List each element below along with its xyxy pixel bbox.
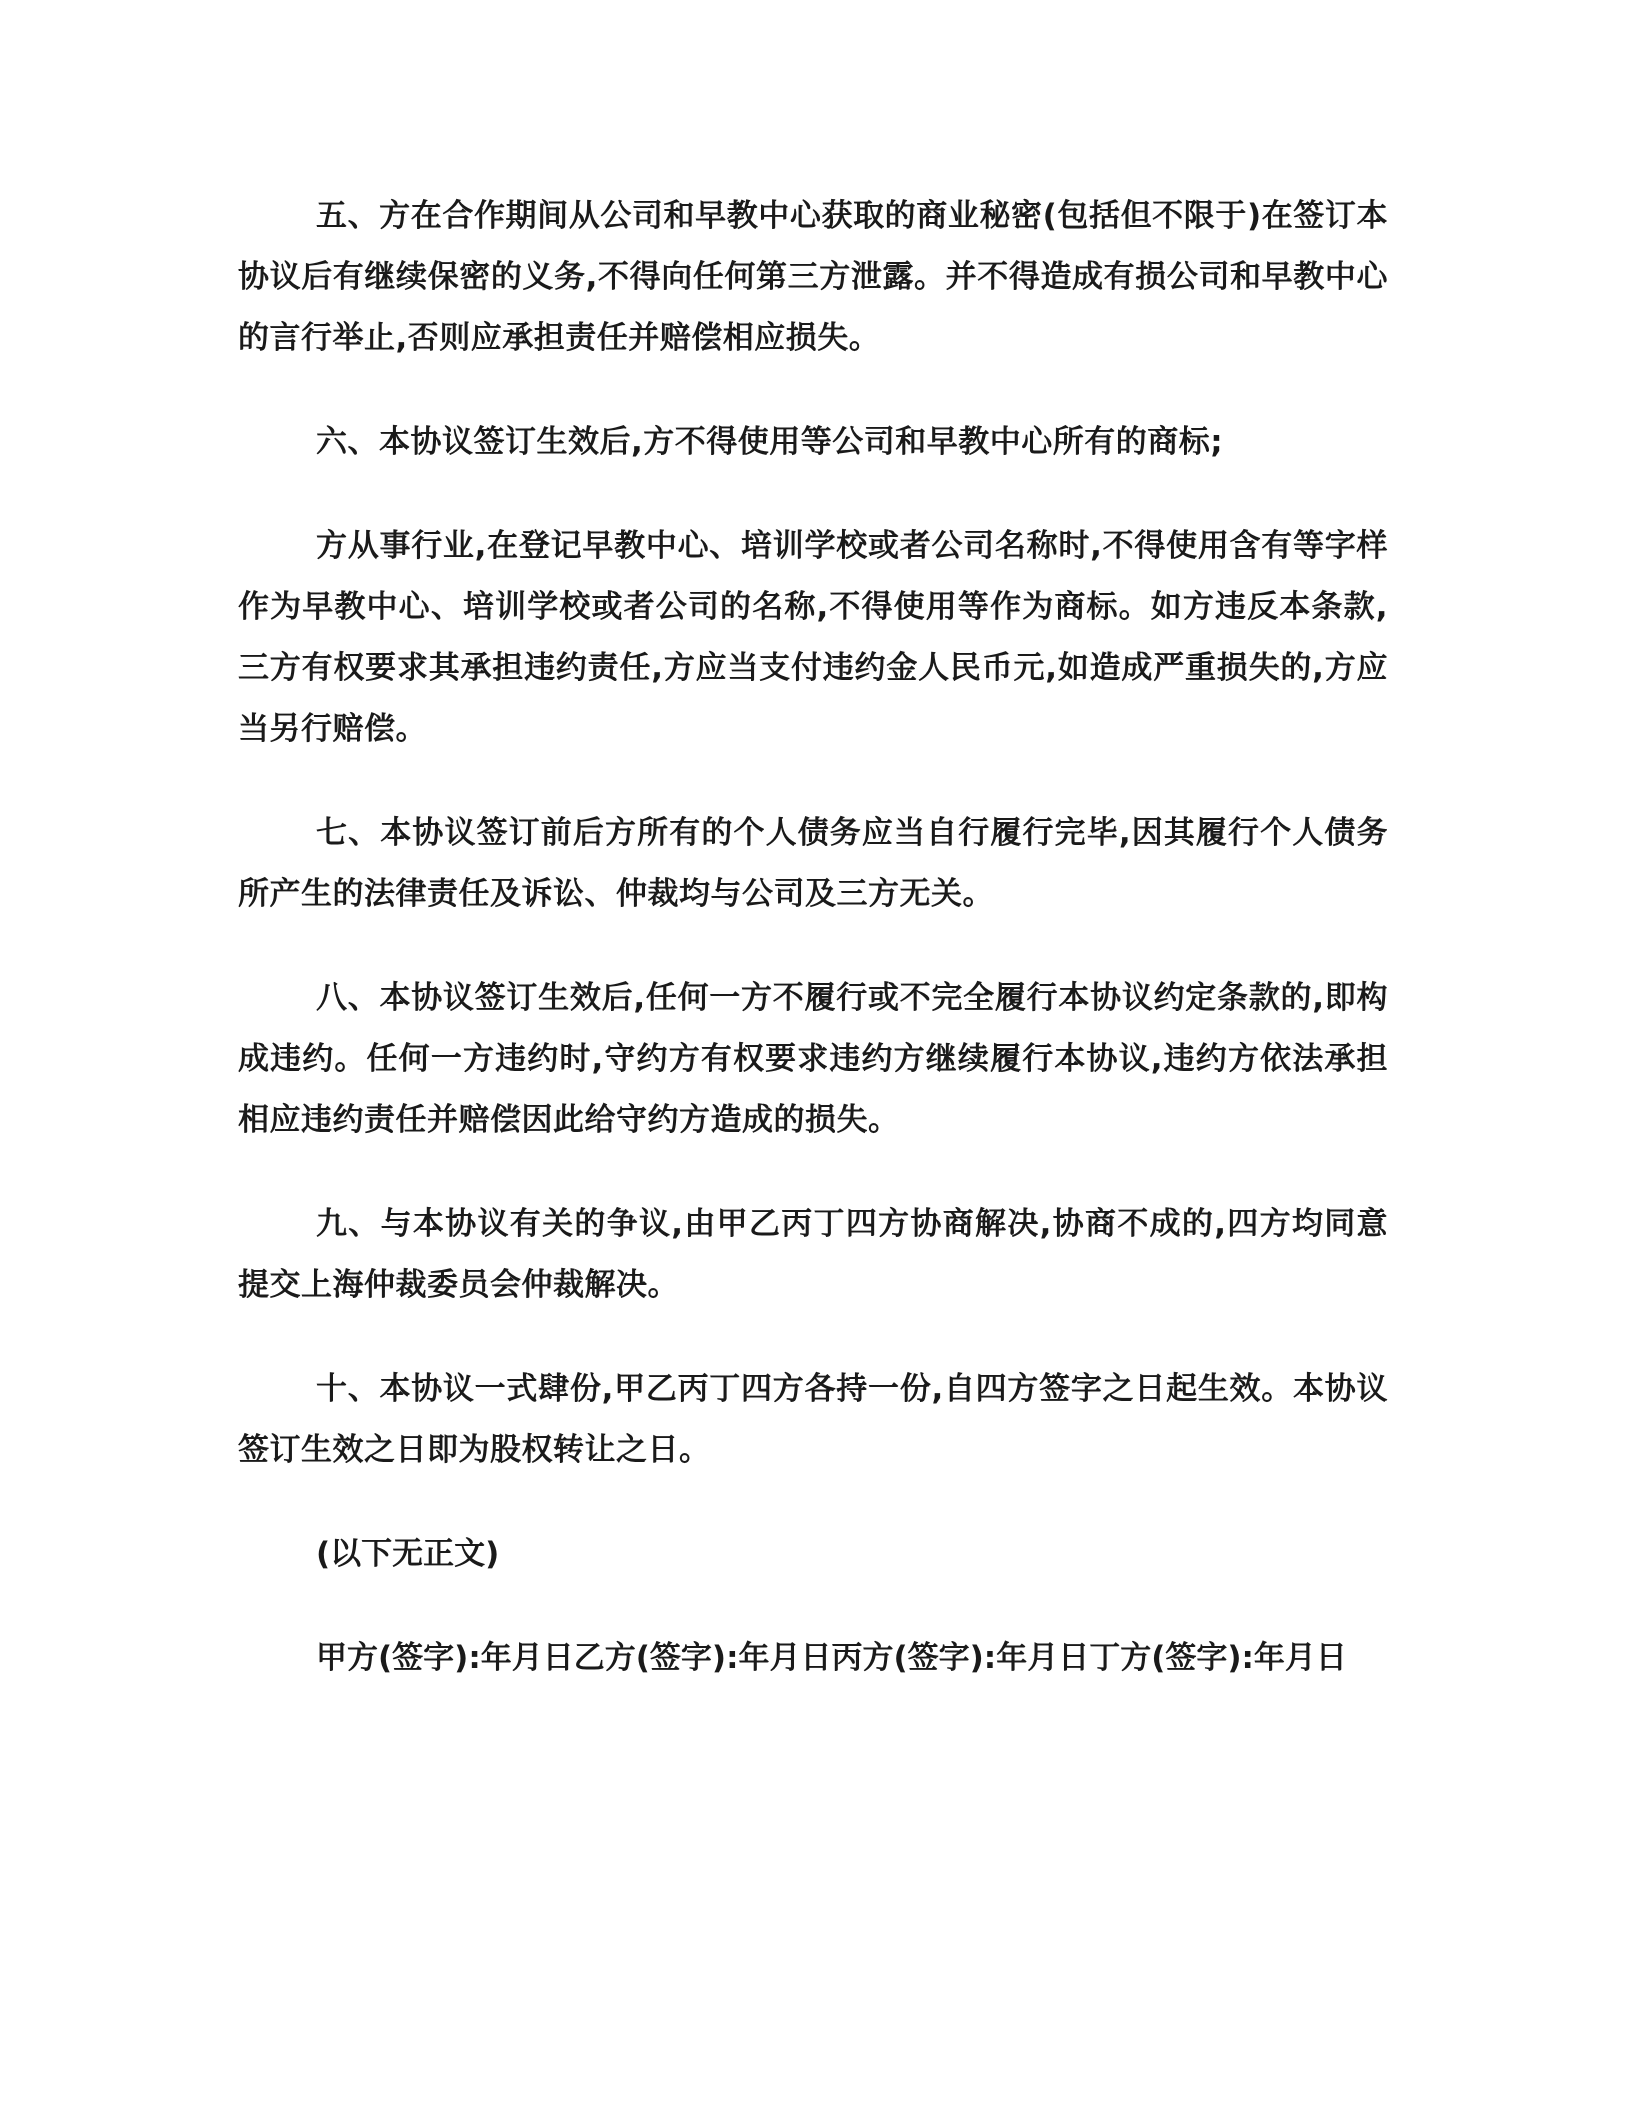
clause-5: 五、方在合作期间从公司和早教中心获取的商业秘密(包括但不限于)在签订本协议后有继续保密的义务,不得向任何第三方泄露。并不得造成有损公司和早教中心的言行举止,否则应承担责任并赔偿相应损失。	[238, 198, 1388, 356]
clause-6-continued: 方从事行业,在登记早教中心、培训学校或者公司名称时,不得使用含有等字样作为早教中心、培训学校或者公司的名称,不得使用等作为商标。如方违反本条款,三方有权要求其承担违约责任,方应当支付违约金人民币元,如造成严重损失的,方应当另行赔偿。	[238, 528, 1388, 747]
clause-6: 六、本协议签订生效后,方不得使用等公司和早教中心所有的商标;	[316, 424, 1224, 460]
clause-9: 九、与本协议有关的争议,由甲乙丙丁四方协商解决,协商不成的,四方均同意提交上海仲裁委员会仲裁解决。	[238, 1206, 1388, 1303]
agreement-body	[238, 186, 1388, 1689]
signature-line: 甲方(签字):年月日乙方(签字):年月日丙方(签字):年月日丁方(签字):年月日	[316, 1640, 1347, 1676]
clause-7: 七、本协议签订前后方所有的个人债务应当自行履行完毕,因其履行个人债务所产生的法律责任及诉讼、仲裁均与公司及三方无关。	[238, 815, 1388, 912]
clause-10: 十、本协议一式肆份,甲乙丙丁四方各持一份,自四方签字之日起生效。本协议签订生效之日即为股权转让之日。	[238, 1371, 1388, 1468]
clause-8: 八、本协议签订生效后,任何一方不履行或不完全履行本协议约定条款的,即构成违约。任何一方违约时,守约方有权要求违约方继续履行本协议,违约方依法承担相应违约责任并赔偿因此给守约方造成的损失。	[238, 980, 1388, 1138]
end-of-text-note: (以下无正文)	[316, 1536, 500, 1572]
